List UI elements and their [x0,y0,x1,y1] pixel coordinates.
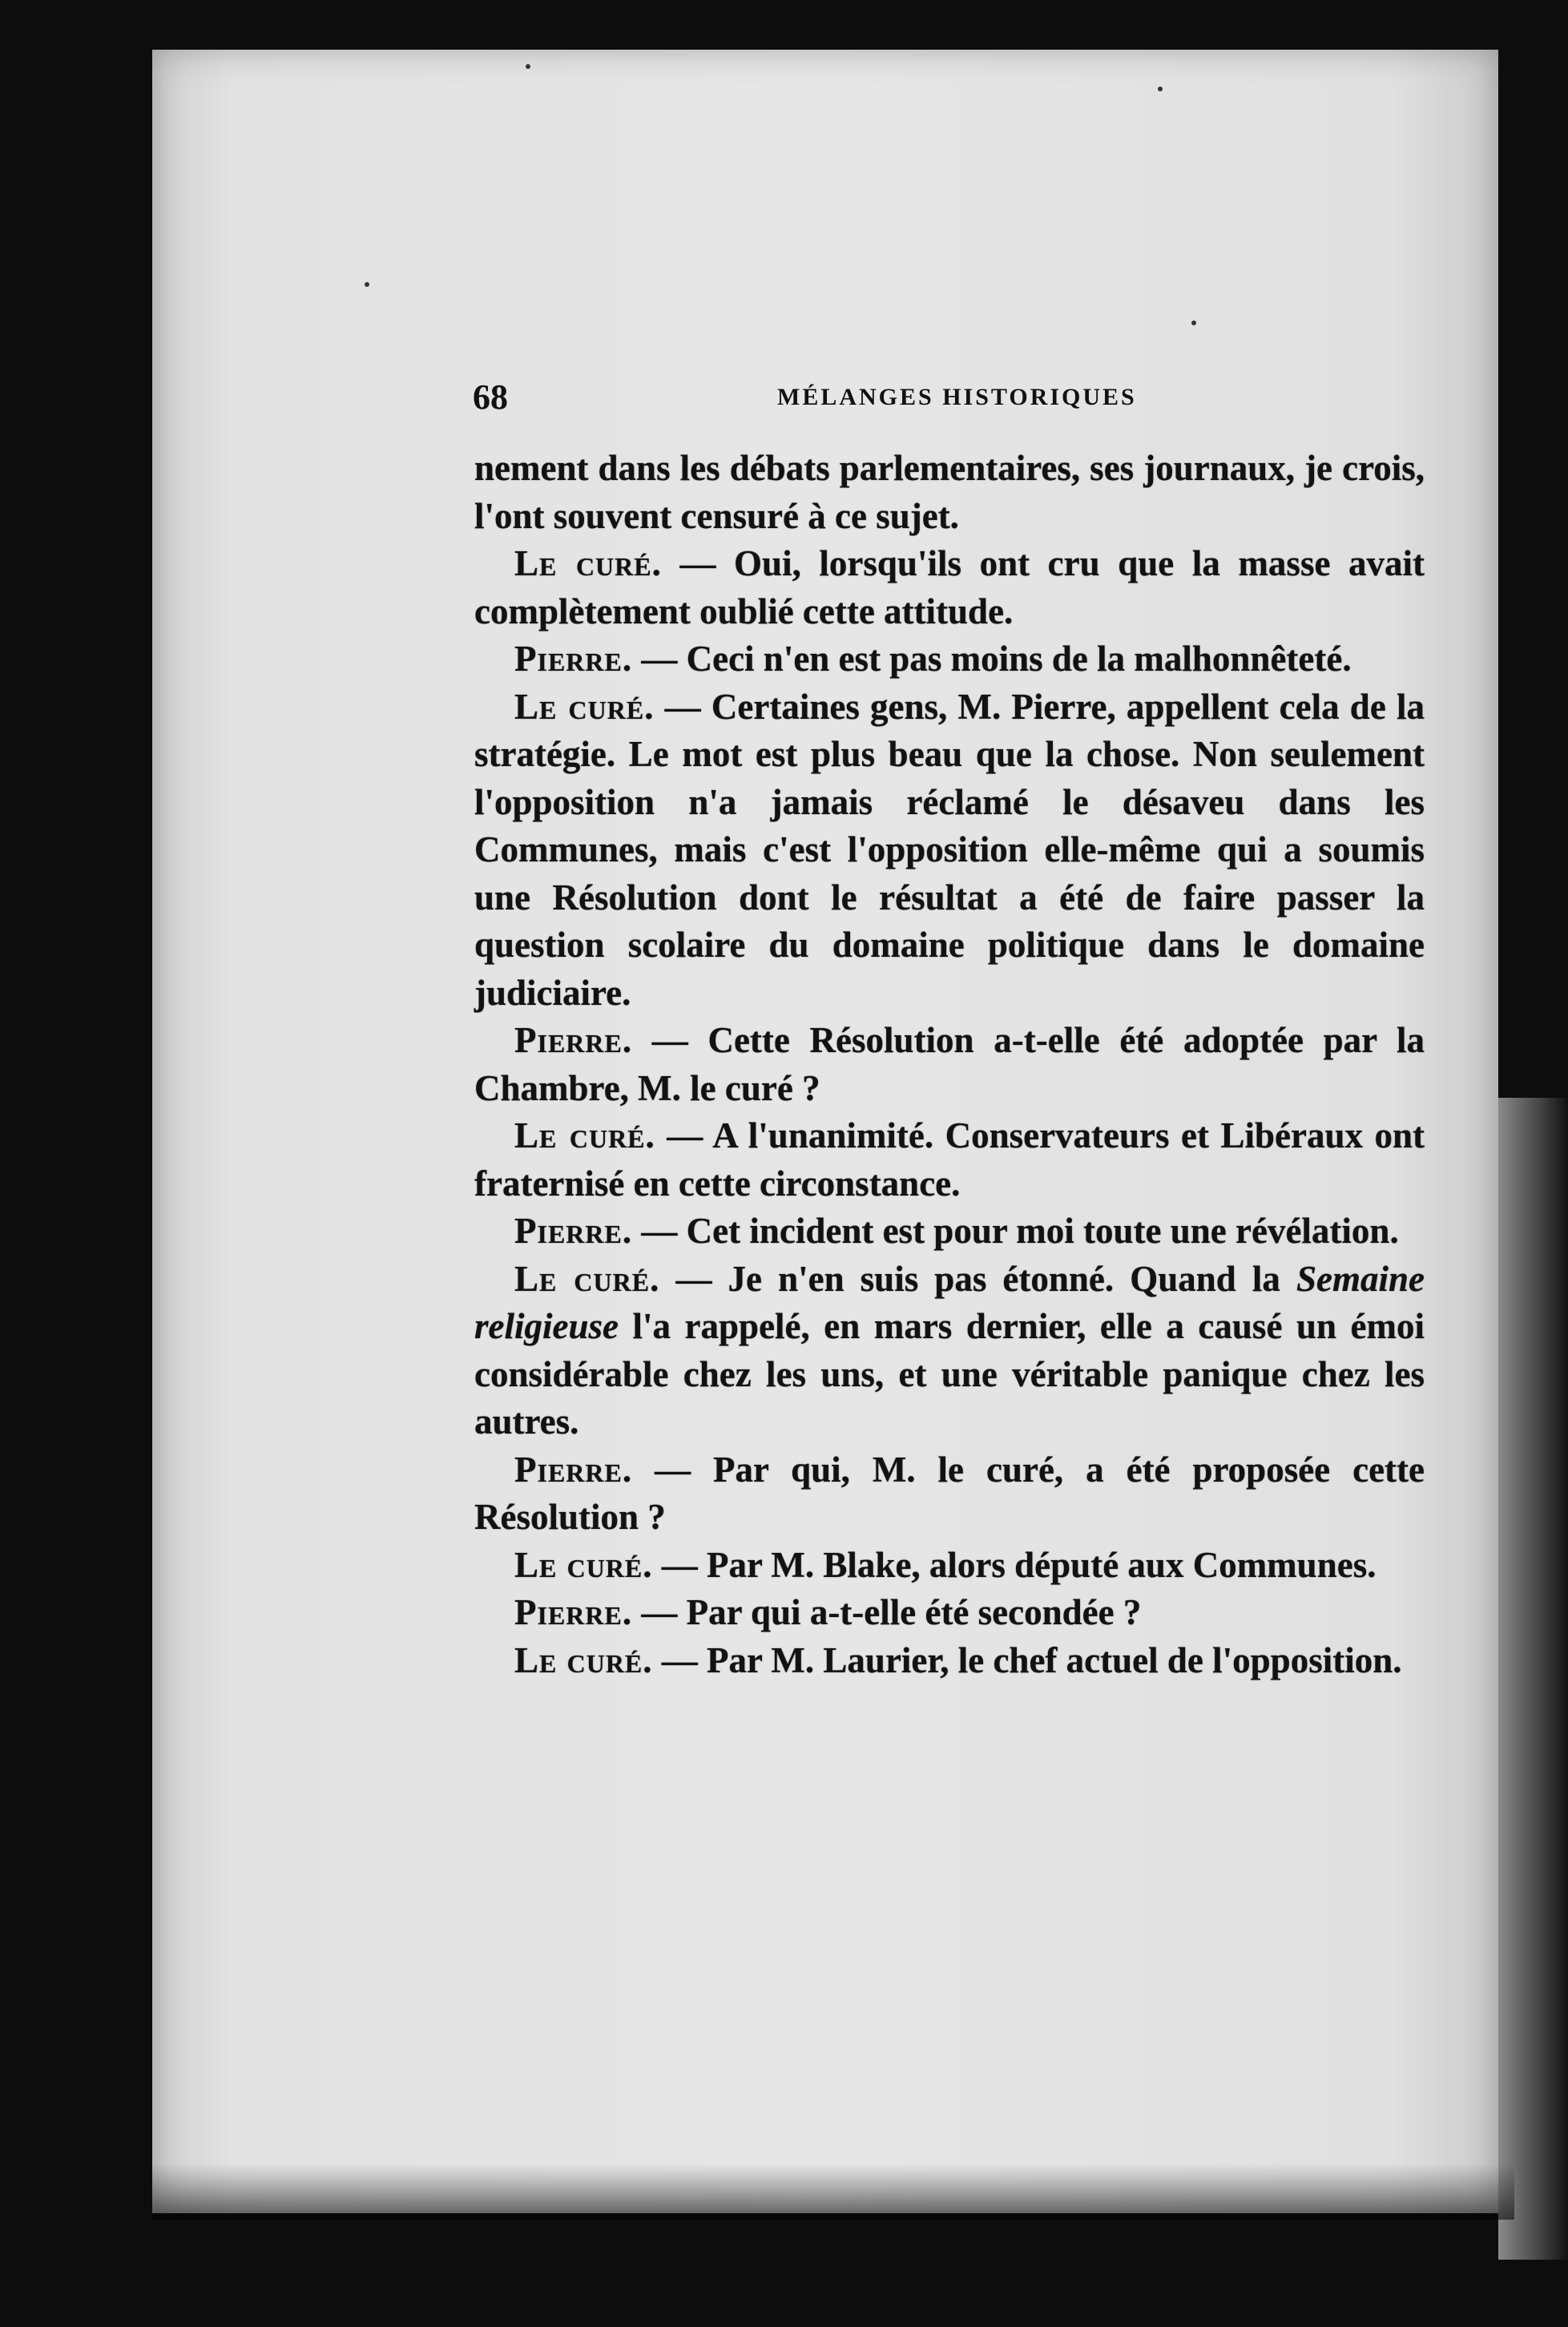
paragraph [474,1017,1425,1112]
speaker-name: Pierre. [514,1449,633,1490]
dust-speck [1191,321,1196,325]
page-bottom-shadow [152,2164,1514,2220]
speaker-name: Le curé. [514,1639,653,1680]
paragraph [474,540,1425,635]
speaker-name: Pierre. [514,1592,633,1632]
paragraph-text: — A l'unanimité. Conservateurs et Libéraux ont fraternisé en cette circonstance. [474,1115,1425,1204]
paragraph-text: — Par M. Laurier, le chef actuel de l'opposition. [652,1639,1402,1680]
paragraph [474,1112,1425,1208]
speaker-name: Le curé. [514,543,662,583]
speaker-name: Le curé. [514,1258,660,1299]
paragraph [474,1542,1425,1590]
paragraph [474,445,1425,540]
paragraph-text: — Par M. Blake, alors député aux Communes. [652,1544,1377,1585]
speaker-name: Le curé. [514,1544,653,1585]
speaker-name: Le curé. [514,1115,655,1155]
running-head: MÉLANGES HISTORIQUES [777,384,1137,410]
dust-speck [1158,87,1163,91]
paragraph [474,1637,1425,1685]
paragraph-text: — Oui, lorsqu'ils ont cru que la masse avait complètement oublié cette attitude. [474,543,1425,631]
paragraph-text: — Cet incident est pour moi toute une révélation. [632,1211,1399,1251]
paragraph-text: — Certaines gens, M. Pierre, appellent cela de la stratégie. Le mot est plus beau que la chose. Non seulement l'opposition n'a jamais réclamé le désaveu dans les Communes, mais c'est l'opposition elle-même qui a soumis une Résolution dont le résultat a été de faire passer la question scolaire du domaine politique dans le domaine judiciaire. [474,686,1425,1013]
paragraph-text: l'a rappelé, en mars dernier, elle a causé un émoi considérable chez les uns, et une véritable panique chez les autres. [474,1306,1425,1442]
speaker-name: Le curé. [514,686,655,727]
paragraph-text: — Par qui, M. le curé, a été proposée cette Résolution ? [474,1449,1425,1537]
paragraph [474,1208,1425,1256]
speaker-name: Pierre. [514,639,633,679]
body-text [474,445,1425,1684]
paragraph-text: — Par qui a-t-elle été secondée ? [632,1592,1142,1632]
speaker-name: Pierre. [514,1020,633,1060]
paragraph [474,1589,1425,1637]
paragraph [474,684,1425,1018]
page-header [473,373,1434,421]
paragraph [474,1446,1425,1542]
page-number: 68 [473,377,508,417]
paragraph-text: — Cette Résolution a-t-elle été adoptée par la Chambre, M. le curé ? [474,1020,1425,1108]
paragraph-text: — Ceci n'en est pas moins de la malhonnêteté. [632,639,1352,679]
italic-title: Semaine religieuse [474,1258,1425,1346]
dust-speck [526,64,530,69]
paragraph-text: — Je n'en suis pas étonné. Quand la [659,1258,1296,1299]
dust-speck [365,282,369,287]
paragraph-text: nement dans les débats parlementaires, ses journaux, je crois, l'ont souvent censuré à ce sujet. [474,448,1425,536]
paragraph [474,1256,1425,1446]
page-edge-shadow [1498,1098,1568,2260]
speaker-name: Pierre. [514,1211,633,1251]
paragraph [474,635,1425,684]
